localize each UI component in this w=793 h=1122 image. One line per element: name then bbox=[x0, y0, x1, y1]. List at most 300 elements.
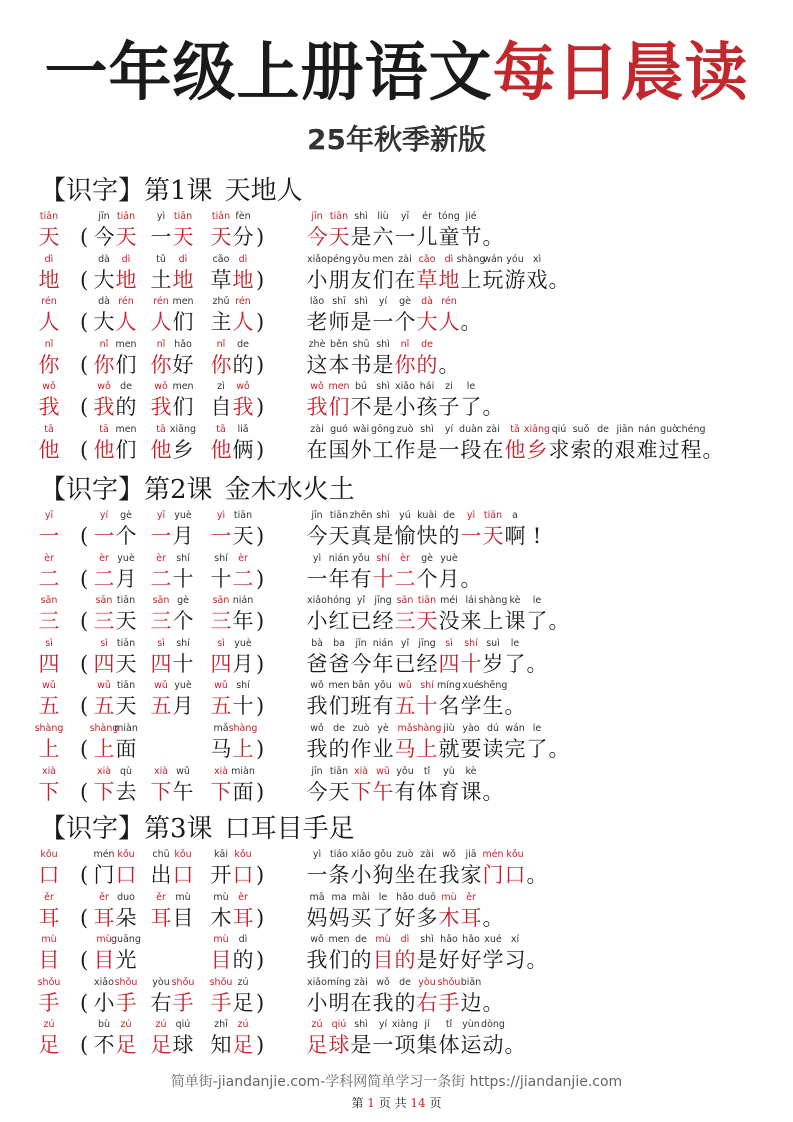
pinyin-text: yuè bbox=[174, 680, 192, 692]
pinyin-text: rén bbox=[118, 296, 134, 308]
pinyin-text: hǎo bbox=[440, 934, 458, 946]
hanzi: 今 bbox=[306, 225, 328, 249]
pinyin-text: guó bbox=[330, 423, 348, 435]
hanzi: 子 bbox=[438, 395, 460, 420]
pinyin-line bbox=[150, 637, 194, 650]
character-row bbox=[0, 210, 793, 253]
pinyin-line bbox=[306, 509, 548, 522]
pinyin-syllable bbox=[172, 848, 194, 861]
pinyin-line bbox=[306, 1018, 526, 1031]
hanzi: 妈 bbox=[306, 905, 328, 930]
hanzi: 五 bbox=[394, 694, 416, 719]
pinyin-syllable bbox=[34, 722, 64, 735]
pinyin-line bbox=[150, 423, 197, 436]
pinyin-text: tiān bbox=[329, 211, 349, 222]
pinyin-syllable bbox=[394, 253, 416, 266]
pinyin-syllable bbox=[150, 552, 172, 565]
pinyin-syllable bbox=[115, 848, 137, 861]
pinyin-syllable bbox=[210, 509, 232, 522]
pinyin-syllable bbox=[328, 253, 350, 266]
hanzi-line bbox=[150, 565, 194, 593]
hanzi: 草 bbox=[210, 267, 232, 292]
lesson-rows bbox=[0, 848, 793, 1061]
pinyin-syllable bbox=[306, 210, 328, 223]
pinyin-line bbox=[210, 253, 254, 266]
hanzi-line bbox=[210, 351, 254, 379]
hanzi: 目 bbox=[210, 948, 232, 973]
hanzi: 十 bbox=[210, 566, 232, 591]
hanzi: 天 bbox=[482, 524, 504, 548]
close-paren: ) bbox=[256, 437, 265, 462]
pinyin-syllable bbox=[438, 380, 460, 393]
hanzi-line bbox=[150, 266, 194, 294]
pinyin-syllable bbox=[438, 976, 460, 989]
example-sentence bbox=[306, 637, 548, 678]
pinyin-text: mù bbox=[41, 934, 57, 946]
pinyin-syllable bbox=[372, 380, 394, 393]
pinyin-text: shì bbox=[420, 423, 434, 435]
pinyin-spacer bbox=[548, 722, 570, 735]
character-row bbox=[0, 933, 793, 976]
word-example bbox=[210, 253, 254, 294]
pinyin-syllable bbox=[232, 1018, 254, 1031]
hanzi: 我 bbox=[93, 395, 115, 420]
example-sentence bbox=[306, 253, 570, 294]
hanzi: 二 bbox=[150, 566, 172, 591]
pinyin-text: nán bbox=[638, 423, 656, 435]
pinyin-text: shí bbox=[176, 552, 190, 564]
punctuation: 。 bbox=[482, 395, 504, 420]
pinyin-text: bù bbox=[97, 1019, 111, 1031]
pinyin-text: wǔ bbox=[176, 765, 190, 777]
pinyin-syllable bbox=[93, 891, 115, 904]
pinyin-syllable bbox=[416, 210, 438, 223]
pinyin-text: yī bbox=[400, 211, 410, 222]
pinyin-text: zú bbox=[43, 1019, 55, 1031]
pinyin-text: de bbox=[399, 976, 411, 988]
pinyin-text: rén bbox=[41, 296, 57, 308]
pinyin-spacer bbox=[526, 509, 548, 522]
character-row bbox=[0, 552, 793, 595]
pinyin-syllable bbox=[115, 253, 137, 266]
hanzi: 三 bbox=[394, 609, 416, 634]
pinyin-syllable bbox=[416, 637, 438, 650]
pinyin-text: èr bbox=[156, 552, 166, 564]
pinyin-text: tiān bbox=[116, 211, 136, 222]
pinyin-syllable bbox=[482, 848, 504, 861]
pinyin-text: tǐ bbox=[423, 765, 431, 777]
pinyin-syllable bbox=[169, 423, 197, 436]
hanzi: 地 bbox=[115, 267, 137, 292]
pinyin-syllable bbox=[372, 210, 394, 223]
pinyin-syllable bbox=[328, 594, 350, 607]
pinyin-text: dì bbox=[238, 934, 248, 946]
close-paren: ) bbox=[256, 395, 265, 420]
example-sentence bbox=[306, 210, 504, 251]
hanzi-line bbox=[306, 436, 724, 464]
pinyin-text: dì bbox=[400, 934, 410, 946]
pinyin-text: dà bbox=[98, 253, 110, 265]
hanzi: 月 bbox=[172, 694, 194, 719]
word-example bbox=[150, 210, 194, 251]
pinyin-syllable bbox=[328, 765, 350, 778]
hanzi-line bbox=[93, 692, 137, 720]
pinyin-syllable bbox=[306, 509, 328, 522]
hanzi: 下 bbox=[210, 779, 232, 804]
pinyin-syllable bbox=[228, 722, 258, 735]
pinyin-syllable bbox=[306, 848, 328, 861]
pinyin-text: yǐ bbox=[356, 595, 366, 607]
pinyin-text: wǒ bbox=[442, 849, 456, 860]
hanzi: 小 bbox=[306, 609, 328, 634]
pinyin-syllable bbox=[150, 295, 172, 308]
pinyin-text: zhè bbox=[308, 338, 326, 350]
pinyin-syllable bbox=[306, 891, 328, 904]
pinyin-text: wǔ bbox=[398, 680, 412, 692]
pinyin-syllable bbox=[482, 637, 504, 650]
pinyin-syllable bbox=[172, 1018, 194, 1031]
pinyin-syllable bbox=[172, 338, 194, 351]
target-character bbox=[38, 253, 60, 294]
hanzi-line bbox=[38, 650, 60, 678]
pinyin-syllable bbox=[172, 210, 194, 223]
pinyin-text: kǒu bbox=[174, 849, 192, 860]
close-paren: ) bbox=[256, 990, 265, 1015]
punctuation: 。 bbox=[526, 863, 548, 887]
lesson-rows bbox=[0, 210, 793, 466]
hanzi-line bbox=[93, 904, 137, 932]
pinyin-line bbox=[306, 722, 570, 735]
page-suffix: 页 bbox=[429, 1096, 442, 1110]
pinyin-line bbox=[210, 338, 254, 351]
hanzi: 足 bbox=[306, 1033, 328, 1058]
punctuation: 。 bbox=[526, 651, 548, 676]
pinyin-syllable bbox=[394, 338, 416, 351]
hanzi: 乡 bbox=[526, 437, 548, 462]
pinyin-line bbox=[306, 338, 460, 351]
hanzi: 上 bbox=[232, 736, 254, 761]
pinyin-syllable bbox=[372, 509, 394, 522]
hanzi-line bbox=[150, 904, 194, 932]
pinyin-syllable bbox=[38, 848, 60, 861]
hanzi: 五 bbox=[93, 694, 115, 719]
hanzi-line bbox=[306, 266, 570, 294]
hanzi: 门 bbox=[482, 863, 504, 887]
pinyin-text: shì bbox=[354, 296, 368, 308]
pinyin-text: jīn bbox=[311, 510, 323, 521]
hanzi-line bbox=[210, 735, 254, 763]
punctuation: 。 bbox=[460, 566, 482, 591]
hanzi-line bbox=[210, 946, 254, 974]
hanzi-line bbox=[38, 266, 60, 294]
hanzi: 个 bbox=[172, 609, 194, 634]
pinyin-syllable bbox=[93, 848, 115, 861]
target-character bbox=[38, 338, 60, 379]
pinyin-text: zhēn bbox=[349, 510, 373, 521]
hanzi: 的 bbox=[328, 736, 350, 761]
pinyin-text: sì bbox=[100, 637, 108, 649]
hanzi: 的 bbox=[416, 352, 438, 377]
hanzi-line bbox=[150, 351, 194, 379]
pinyin-text: nǐ bbox=[99, 338, 109, 350]
hanzi-line bbox=[306, 607, 570, 635]
hanzi: 面 bbox=[115, 736, 137, 761]
pinyin-syllable bbox=[93, 765, 115, 778]
hanzi: 朋 bbox=[328, 267, 350, 292]
hanzi: 小 bbox=[350, 863, 372, 887]
hanzi: 地 bbox=[172, 267, 194, 292]
page-mid: 页 共 bbox=[378, 1096, 407, 1110]
hanzi: 是 bbox=[372, 352, 394, 377]
hanzi: 明 bbox=[328, 990, 350, 1015]
pinyin-syllable bbox=[38, 552, 60, 565]
pinyin-text: yì bbox=[466, 510, 476, 521]
pinyin-text: ěr bbox=[238, 891, 248, 903]
pinyin-line bbox=[306, 423, 724, 436]
pinyin-text: dú bbox=[486, 722, 500, 734]
pinyin-text: dà bbox=[421, 296, 433, 308]
pinyin-line bbox=[150, 380, 194, 393]
pinyin-text: tiān bbox=[329, 765, 349, 777]
pinyin-syllable bbox=[350, 976, 372, 989]
hanzi-line bbox=[306, 861, 548, 889]
pinyin-line bbox=[210, 637, 254, 650]
pinyin-syllable bbox=[93, 338, 115, 351]
word-example bbox=[150, 552, 194, 593]
hanzi-line bbox=[93, 735, 137, 763]
pinyin-text: yùn bbox=[462, 1019, 480, 1031]
pinyin-text: jié bbox=[465, 211, 477, 222]
pinyin-text: sān bbox=[152, 595, 170, 607]
pinyin-text: wǔ bbox=[214, 680, 228, 692]
hanzi: 的 bbox=[232, 948, 254, 973]
pinyin-text: kè bbox=[465, 765, 477, 777]
pinyin-text: dà bbox=[98, 296, 110, 308]
hanzi: 他 bbox=[150, 437, 172, 462]
pinyin-text: nián bbox=[372, 637, 394, 649]
hanzi: 自 bbox=[210, 395, 232, 420]
pinyin-text: shǒu bbox=[209, 976, 233, 988]
pinyin-text: shí bbox=[214, 552, 228, 564]
pinyin-syllable bbox=[115, 765, 137, 778]
hanzi-line bbox=[93, 650, 137, 678]
pinyin-text: wài bbox=[352, 423, 370, 435]
pinyin-line bbox=[38, 891, 60, 904]
hanzi-line bbox=[150, 692, 194, 720]
hanzi: 的 bbox=[115, 395, 137, 420]
pinyin-syllable bbox=[350, 210, 372, 223]
pinyin-spacer bbox=[482, 765, 504, 778]
hanzi: 天 bbox=[115, 694, 137, 719]
hanzi: 家 bbox=[460, 863, 482, 887]
hanzi: 索 bbox=[570, 437, 592, 462]
example-sentence bbox=[306, 722, 570, 763]
pinyin-line bbox=[93, 891, 137, 904]
pinyin-text: jí bbox=[424, 1019, 430, 1031]
pinyin-text: yǒu bbox=[374, 680, 392, 692]
word-example bbox=[210, 765, 254, 806]
hanzi: 我 bbox=[438, 863, 460, 887]
hanzi: 下 bbox=[93, 779, 115, 804]
pinyin-syllable bbox=[150, 891, 172, 904]
word-example bbox=[210, 509, 254, 550]
pinyin-text: shàng bbox=[456, 253, 486, 265]
hanzi: 主 bbox=[210, 310, 232, 335]
hanzi: 你 bbox=[394, 352, 416, 377]
open-paren: ( bbox=[80, 437, 89, 462]
pinyin-syllable bbox=[504, 253, 526, 266]
hanzi-line bbox=[93, 351, 137, 379]
pinyin-syllable bbox=[328, 552, 350, 565]
pinyin-text: jiān bbox=[616, 423, 634, 435]
pinyin-syllable bbox=[172, 380, 194, 393]
hanzi: 不 bbox=[350, 395, 372, 420]
hanzi: 妈 bbox=[328, 905, 350, 930]
pinyin-line bbox=[93, 210, 137, 223]
lesson-heading bbox=[0, 174, 793, 210]
pinyin-text: tiān bbox=[39, 211, 59, 222]
character-row bbox=[0, 848, 793, 891]
hanzi: 上 bbox=[460, 267, 482, 292]
pinyin-syllable bbox=[328, 976, 350, 989]
hanzi-line bbox=[93, 522, 137, 550]
pinyin-line bbox=[306, 933, 548, 946]
pinyin-text: míng bbox=[327, 976, 351, 988]
pinyin-syllable bbox=[460, 891, 482, 904]
hanzi-line bbox=[38, 778, 60, 806]
hanzi: 你 bbox=[150, 352, 172, 377]
punctuation: 。 bbox=[526, 948, 548, 973]
pinyin-text: dì bbox=[121, 253, 131, 265]
hanzi-line bbox=[38, 522, 60, 550]
pinyin-syllable bbox=[232, 295, 254, 308]
hanzi: 我 bbox=[306, 395, 328, 420]
pinyin-syllable bbox=[350, 423, 372, 436]
hanzi: 五 bbox=[210, 694, 232, 719]
pinyin-text: yù bbox=[443, 765, 455, 777]
hanzi-line bbox=[210, 436, 254, 464]
pinyin-syllable bbox=[232, 891, 254, 904]
pinyin-text: shǒu bbox=[37, 976, 61, 988]
word-example bbox=[210, 423, 254, 464]
pinyin-text: zú bbox=[237, 976, 249, 988]
example-sentence bbox=[306, 848, 548, 889]
pinyin-text: liǎ bbox=[237, 423, 249, 435]
pinyin-text: xí bbox=[510, 934, 520, 946]
pinyin-text: ér bbox=[422, 211, 432, 222]
pinyin-text: le bbox=[532, 722, 542, 734]
target-character bbox=[38, 594, 60, 635]
hanzi: 体 bbox=[416, 779, 438, 804]
punctuation: 。 bbox=[460, 310, 482, 335]
pinyin-line bbox=[93, 380, 137, 393]
pinyin-line bbox=[150, 509, 194, 522]
pinyin-text: zài bbox=[398, 253, 412, 265]
pinyin-text: liù bbox=[377, 211, 389, 222]
pinyin-text: shàng bbox=[228, 722, 258, 734]
pinyin-text: shì bbox=[354, 211, 368, 222]
footer-site: 简单街-jiandanjie.com-学科网简单学习一条街 https://jiandanjie.com bbox=[170, 1074, 623, 1090]
pinyin-text: xià bbox=[213, 765, 229, 777]
pinyin-text: men bbox=[115, 423, 137, 435]
open-paren: ( bbox=[80, 566, 89, 591]
pinyin-text: men bbox=[172, 296, 194, 308]
pinyin-line bbox=[150, 253, 194, 266]
pinyin-text: tiān bbox=[417, 595, 437, 607]
pinyin-text: èr bbox=[400, 552, 410, 564]
pinyin-text: jīng bbox=[374, 595, 392, 607]
pinyin-line bbox=[93, 509, 137, 522]
word-example bbox=[93, 679, 137, 720]
hanzi: 在 bbox=[482, 437, 504, 462]
close-paren: ) bbox=[256, 863, 265, 887]
hanzi: 今 bbox=[306, 524, 328, 548]
pinyin-line bbox=[93, 1018, 137, 1031]
pinyin-syllable bbox=[306, 679, 328, 692]
punctuation: 。 bbox=[482, 990, 504, 1015]
pinyin-text: lǎo bbox=[309, 296, 325, 308]
hanzi: 课 bbox=[460, 779, 482, 804]
pinyin-syllable bbox=[416, 380, 438, 393]
pinyin-line bbox=[210, 933, 254, 946]
pinyin-text: kuài bbox=[417, 510, 437, 521]
pinyin-text: méi bbox=[440, 595, 458, 607]
hanzi: 今 bbox=[93, 225, 115, 249]
pinyin-text: míng bbox=[437, 680, 461, 692]
hanzi: 友 bbox=[350, 267, 372, 292]
pinyin-line bbox=[93, 253, 137, 266]
word-example bbox=[210, 933, 254, 974]
hanzi: 目 bbox=[172, 905, 194, 930]
hanzi: 艰 bbox=[614, 437, 636, 462]
pinyin-text: ba bbox=[333, 637, 345, 649]
example-sentence bbox=[306, 679, 526, 720]
pinyin-line bbox=[38, 933, 60, 946]
hanzi: 习 bbox=[504, 948, 526, 973]
word-example bbox=[93, 338, 137, 379]
pinyin-syllable bbox=[526, 722, 548, 735]
target-character bbox=[38, 765, 60, 806]
word-example bbox=[150, 976, 194, 1017]
hanzi: 师 bbox=[328, 310, 350, 335]
pinyin-line bbox=[150, 210, 194, 223]
hanzi: 是 bbox=[372, 395, 394, 420]
close-paren: ) bbox=[256, 948, 265, 973]
pinyin-line bbox=[93, 338, 137, 351]
punctuation: 。 bbox=[702, 437, 724, 462]
pinyin-syllable bbox=[328, 722, 350, 735]
open-paren: ( bbox=[80, 736, 89, 761]
pinyin-syllable bbox=[306, 1018, 328, 1031]
target-character bbox=[38, 380, 60, 421]
pinyin-text: yí bbox=[378, 296, 388, 308]
hanzi: 大 bbox=[93, 267, 115, 292]
pinyin-line bbox=[210, 380, 254, 393]
pinyin-syllable bbox=[438, 891, 460, 904]
pinyin-syllable bbox=[210, 295, 232, 308]
word-example bbox=[150, 637, 194, 678]
hanzi: 业 bbox=[372, 736, 394, 761]
hanzi: 口 bbox=[172, 863, 194, 887]
pinyin-syllable bbox=[150, 976, 172, 989]
hanzi: 的 bbox=[350, 948, 372, 973]
pinyin-syllable bbox=[150, 509, 172, 522]
character-row bbox=[0, 765, 793, 808]
hanzi: 有 bbox=[394, 779, 416, 804]
pinyin-syllable bbox=[115, 976, 137, 989]
pinyin-text: wǒ bbox=[376, 976, 390, 988]
pinyin-text: qiú bbox=[551, 423, 567, 435]
